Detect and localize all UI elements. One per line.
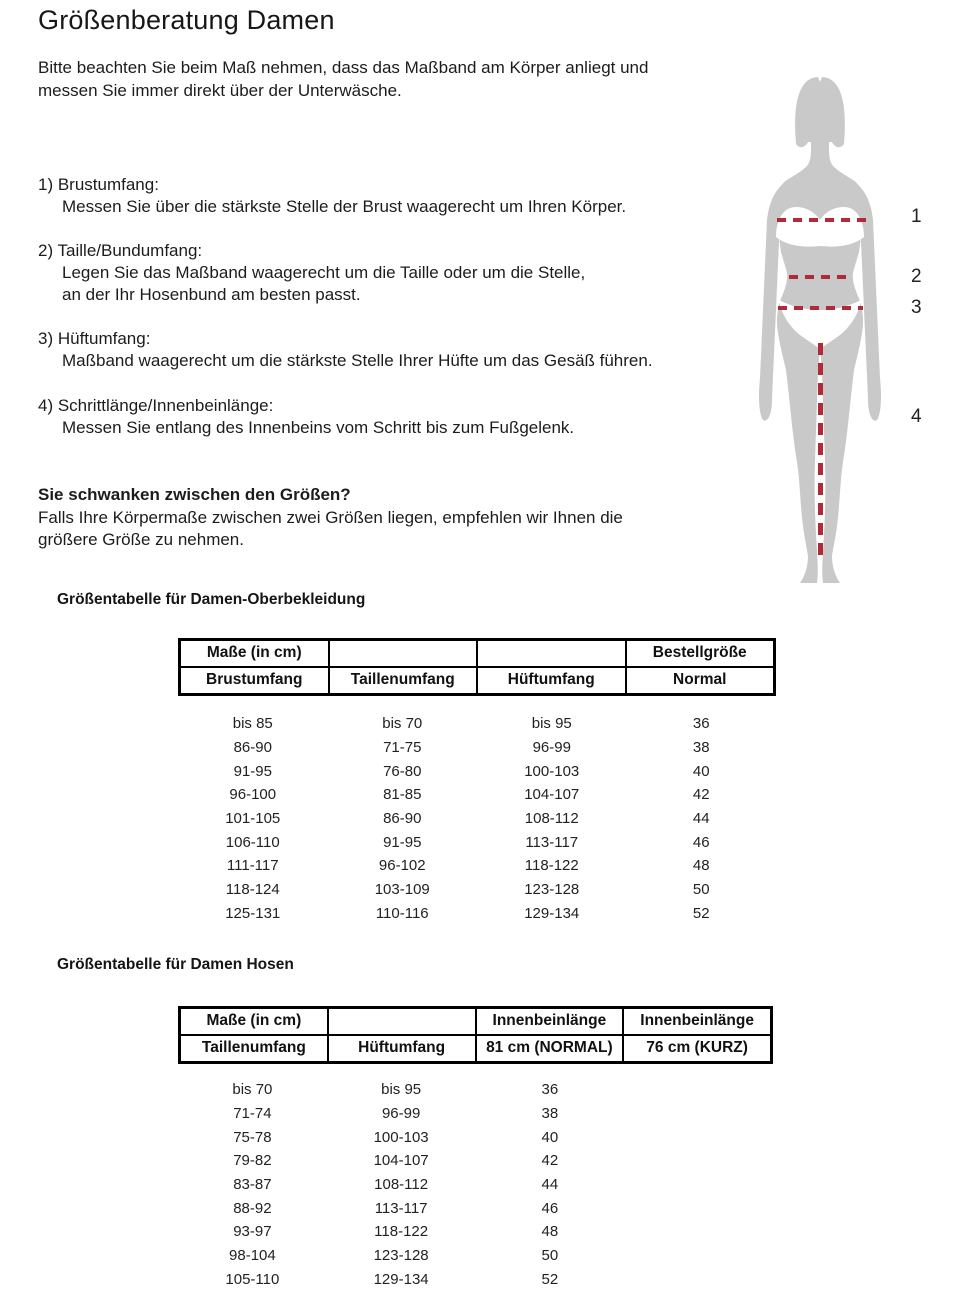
between-sizes-line: Falls Ihre Körpermaße zwischen zwei Größen liegen, empfehlen wir Ihnen die	[38, 507, 623, 530]
table-cell: 52	[627, 905, 777, 922]
table-cell: 86-90	[328, 810, 478, 827]
table-cell: 105-110	[178, 1271, 327, 1288]
header-cell	[329, 1009, 477, 1034]
table-row	[178, 1173, 773, 1197]
header-cell: Innenbeinlänge	[477, 1009, 625, 1034]
table-cell: 113-117	[477, 834, 627, 851]
intro-line: Bitte beachten Sie beim Maß nehmen, dass das Maßband am Körper anliegt und	[38, 56, 648, 79]
table-cell: 108-112	[477, 810, 627, 827]
table-header-row	[181, 1036, 770, 1061]
header-cell: Innenbeinlänge	[624, 1009, 770, 1034]
table-pants-body	[178, 1078, 773, 1291]
table-pants-header	[178, 1006, 773, 1064]
table-cell: 129-134	[477, 905, 627, 922]
table-cell: 96-99	[327, 1105, 476, 1122]
table-cell: 100-103	[327, 1129, 476, 1146]
instruction-item	[38, 328, 653, 372]
table-cell: 111-117	[178, 857, 328, 874]
table-cell: bis 70	[178, 1081, 327, 1098]
header-cell: Bestellgröße	[627, 641, 774, 666]
figure-measure-label-2: 2	[911, 266, 922, 288]
table-row	[178, 1078, 773, 1102]
figure-measure-label-3: 3	[911, 297, 922, 319]
header-cell: 76 cm (KURZ)	[624, 1036, 770, 1061]
header-cell: Normal	[627, 668, 774, 693]
header-cell: Maße (in cm)	[181, 1009, 329, 1034]
table-cell: 38	[476, 1105, 625, 1122]
table-cell: 106-110	[178, 834, 328, 851]
instruction-item	[38, 240, 585, 306]
table-cell: 50	[627, 881, 777, 898]
table-cell: 48	[627, 857, 777, 874]
table-cell: 96-99	[477, 739, 627, 756]
table-cell: 76-80	[328, 763, 478, 780]
table-cell: 98-104	[178, 1247, 327, 1264]
table-row	[178, 759, 776, 783]
table-cell: 123-128	[477, 881, 627, 898]
intro-text	[38, 56, 648, 102]
instruction-item	[38, 395, 574, 439]
table-cell: 103-109	[328, 881, 478, 898]
table-header-row	[181, 668, 773, 693]
table-cell: 129-134	[327, 1271, 476, 1288]
header-cell: Taillenumfang	[330, 668, 479, 693]
table-cell: 44	[627, 810, 777, 827]
instruction-label: 2) Taille/Bundumfang:	[38, 240, 585, 262]
table-tops-header	[178, 638, 776, 696]
table-cell: 36	[627, 715, 777, 732]
page-title: Größenberatung Damen	[38, 5, 335, 36]
figure-measure-label-4: 4	[911, 406, 922, 428]
between-sizes-note	[38, 484, 623, 552]
table-cell: bis 95	[327, 1081, 476, 1098]
table-cell: 44	[476, 1176, 625, 1193]
table-cell: 40	[476, 1129, 625, 1146]
table-cell: 96-102	[328, 857, 478, 874]
table-row	[178, 712, 776, 736]
table-row	[178, 1196, 773, 1220]
female-silhouette-diagram	[745, 70, 895, 595]
table-cell: 42	[476, 1152, 625, 1169]
table-cell: 36	[476, 1081, 625, 1098]
table-cell: 104-107	[477, 786, 627, 803]
intro-line: messen Sie immer direkt über der Unterwäsche.	[38, 79, 648, 102]
table-cell: 118-122	[477, 857, 627, 874]
table-cell: 101-105	[178, 810, 328, 827]
header-cell: Brustumfang	[181, 668, 330, 693]
table-cell: 96-100	[178, 786, 328, 803]
table-cell: 125-131	[178, 905, 328, 922]
header-cell: Taillenumfang	[181, 1036, 329, 1061]
table-cell: 46	[627, 834, 777, 851]
table-row	[178, 1102, 773, 1126]
table-cell: 81-85	[328, 786, 478, 803]
table-pants-title: Größentabelle für Damen Hosen	[57, 956, 294, 974]
table-cell: 79-82	[178, 1152, 327, 1169]
header-cell	[330, 641, 479, 666]
table-cell: bis 95	[477, 715, 627, 732]
table-cell: 110-116	[328, 905, 478, 922]
between-sizes-line: größere Größe zu nehmen.	[38, 529, 623, 552]
table-cell: 104-107	[327, 1152, 476, 1169]
table-cell: 46	[476, 1200, 625, 1217]
table-cell: bis 70	[328, 715, 478, 732]
figure-measure-label-1: 1	[911, 206, 922, 228]
table-header-row	[181, 641, 773, 668]
table-cell: 75-78	[178, 1129, 327, 1146]
table-row	[178, 902, 776, 926]
table-cell: 93-97	[178, 1223, 327, 1240]
table-row	[178, 1125, 773, 1149]
table-cell: 86-90	[178, 739, 328, 756]
header-cell: Maße (in cm)	[181, 641, 330, 666]
table-cell: 118-124	[178, 881, 328, 898]
instruction-label: 3) Hüftumfang:	[38, 328, 653, 350]
table-tops-title: Größentabelle für Damen-Oberbekleidung	[57, 591, 365, 609]
table-row	[178, 878, 776, 902]
table-cell: 88-92	[178, 1200, 327, 1217]
table-cell: 42	[627, 786, 777, 803]
instruction-text-line: Maßband waagerecht um die stärkste Stelle Ihrer Hüfte um das Gesäß führen.	[62, 350, 653, 372]
instruction-item	[38, 174, 626, 218]
table-cell: 118-122	[327, 1223, 476, 1240]
table-cell: bis 85	[178, 715, 328, 732]
table-cell: 91-95	[328, 834, 478, 851]
table-cell: 123-128	[327, 1247, 476, 1264]
header-cell: Hüftumfang	[478, 668, 627, 693]
table-row	[178, 783, 776, 807]
table-cell: 40	[627, 763, 777, 780]
table-cell: 50	[476, 1247, 625, 1264]
instruction-label: 1) Brustumfang:	[38, 174, 626, 196]
table-row	[178, 854, 776, 878]
instruction-text-line: Messen Sie über die stärkste Stelle der Brust waagerecht um Ihren Körper.	[62, 196, 626, 218]
table-cell: 113-117	[327, 1200, 476, 1217]
table-row	[178, 736, 776, 760]
table-cell: 38	[627, 739, 777, 756]
header-cell	[478, 641, 627, 666]
header-cell: 81 cm (NORMAL)	[477, 1036, 625, 1061]
table-header-row	[181, 1009, 770, 1036]
instruction-text-line: an der Ihr Hosenbund am besten passt.	[62, 284, 585, 306]
header-cell: Hüftumfang	[329, 1036, 477, 1061]
instruction-label: 4) Schrittlänge/Innenbeinlänge:	[38, 395, 574, 417]
table-row	[178, 1244, 773, 1268]
table-row	[178, 1220, 773, 1244]
table-row	[178, 1149, 773, 1173]
table-row	[178, 807, 776, 831]
table-cell: 83-87	[178, 1176, 327, 1193]
between-sizes-heading: Sie schwanken zwischen den Größen?	[38, 484, 623, 507]
table-cell: 108-112	[327, 1176, 476, 1193]
table-cell: 91-95	[178, 763, 328, 780]
table-cell: 48	[476, 1223, 625, 1240]
table-cell: 71-75	[328, 739, 478, 756]
table-tops-body	[178, 712, 776, 925]
table-cell: 100-103	[477, 763, 627, 780]
table-cell: 71-74	[178, 1105, 327, 1122]
table-row	[178, 1268, 773, 1291]
table-cell: 52	[476, 1271, 625, 1288]
instruction-text-line: Legen Sie das Maßband waagerecht um die Taille oder um die Stelle,	[62, 262, 585, 284]
table-row	[178, 830, 776, 854]
instruction-text-line: Messen Sie entlang des Innenbeins vom Schritt bis zum Fußgelenk.	[62, 417, 574, 439]
body-measurement-figure	[745, 70, 895, 595]
